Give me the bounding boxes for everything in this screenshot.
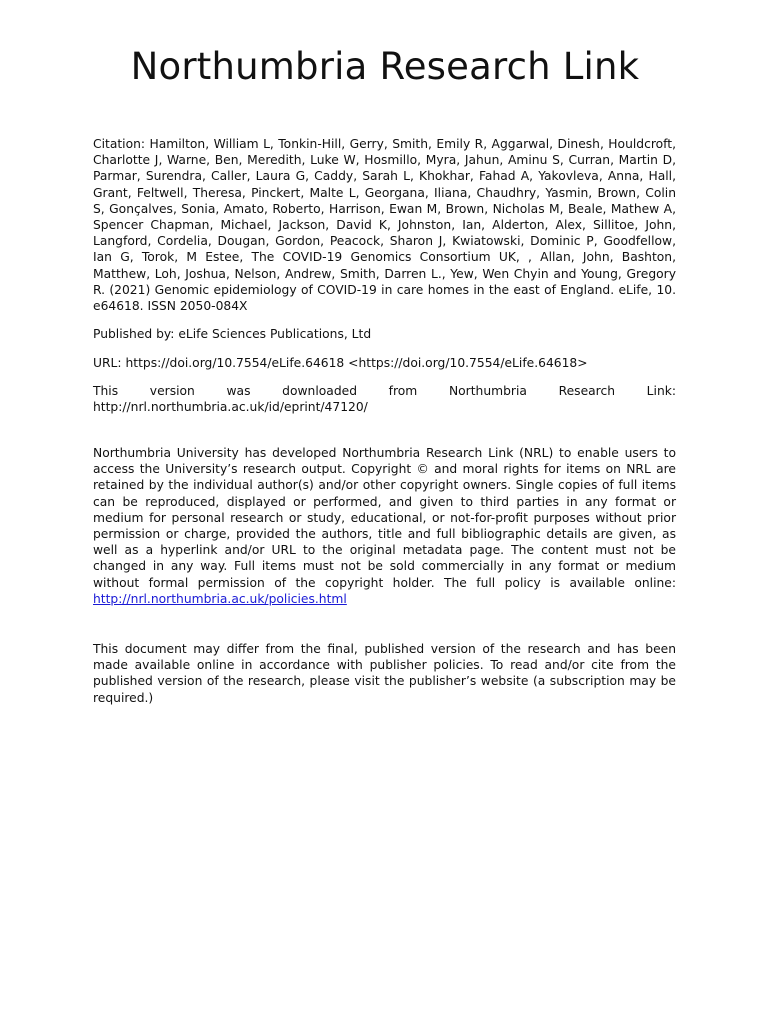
policy-link[interactable]: http://nrl.northumbria.ac.uk/policies.html	[93, 591, 347, 606]
copyright-notice	[93, 445, 676, 607]
disclaimer-text: This document may differ from the final, published version of the research and has been made available online in accordance with publisher policies. To read and/or cite from the published version of the research, please visit the publisher’s website (a subscription may be required.)	[93, 642, 676, 705]
publisher-line: Published by: eLife Sciences Publications, Ltd	[93, 327, 372, 341]
eprint-url: http://nrl.northumbria.ac.uk/id/eprint/47120/	[93, 400, 368, 414]
citation-text: Citation: Hamilton, William L, Tonkin-Hill, Gerry, Smith, Emily R, Aggarwal, Dinesh, Houldcroft, Charlotte J, Warne, Ben, Meredith, Luke W, Hosmillo, Myra, Jahun, Aminu S, Curran, Martin D, Parmar, Surendra, Caller, Laura G, Caddy, Sarah L, Khokhar, Fahad A, Yakovleva, Anna, Hall, Grant, Feltwell, Theresa, Pinckert, Malte L, Georgana, Iliana, Chaudhry, Yasmin, Brown, Colin S, Gonçalves, Sonia, Amato, Roberto, Harrison, Ewan M, Brown, Nicholas M, Beale, Mathew A, Spencer Chapman, Michael, Jackson, David K, Johnston, Ian, Alderton, Alex, Sillitoe, John, Langford, Cordelia, Dougan, Gordon, Peacock, Sharon J, Kwiatowski, Dominic P, Goodfellow, Ian G, Torok, M Estee, The COVID-19 Genomics Consortium UK, , Allan, John, Bashton, Matthew, Loh, Joshua, Nelson, Andrew, Smith, Darren L., Yew, Wen Chyin and Young, Gregory R. (2021) Genomic epidemiology of COVID-19 in care homes in the east of England. eLife, 10. e64618. ISSN 2050-084X	[93, 137, 676, 314]
page-title: Northumbria Research Link	[130, 45, 640, 88]
copyright-notice-text: Northumbria University has developed Northumbria Research Link (NRL) to enable users to access the University’s research output. Copyright © and moral rights for items on NRL are retained by the individual author(s) and/or other copyright owners. Single copies of full items can be reproduced, displayed or performed, and given to third parties in any format or medium for personal research or study, educational, or not-for-profit purposes without prior permission or charge, provided the authors, title and full bibliographic details are given, as well as a hyperlink and/or URL to the original metadata page. The content must not be changed in any way. Full items must not be sold commercially in any format or medium without formal permission of the copyright holder. The full policy is available online:	[93, 446, 676, 590]
url-line: URL: https://doi.org/10.7554/eLife.64618 <https://doi.org/10.7554/eLife.64618>	[93, 356, 588, 370]
version-line: This version was downloaded from Northumbria Research Link:	[93, 384, 676, 398]
